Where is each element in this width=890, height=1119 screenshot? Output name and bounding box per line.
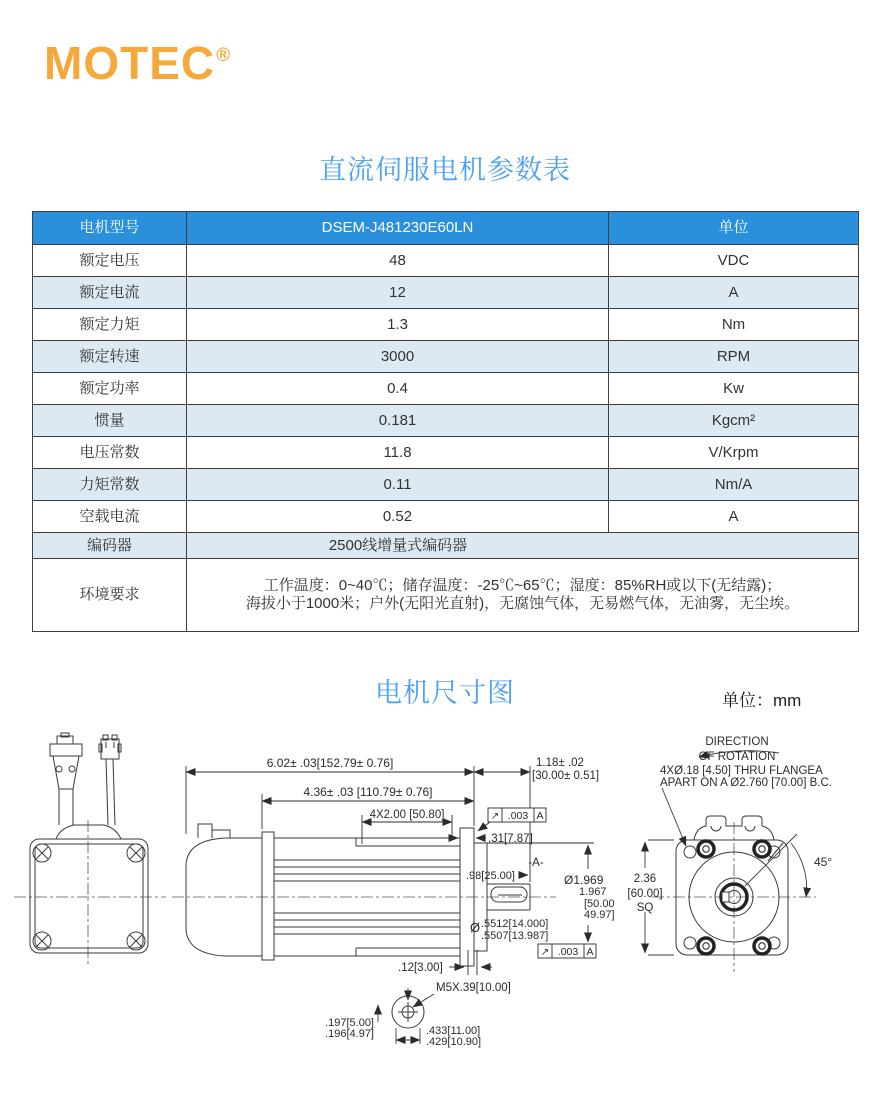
dim-angle: 45° <box>814 855 833 869</box>
dim-pilot-dia-mm: [50.00 <box>584 898 615 910</box>
row-value: 11.8 <box>187 437 609 469</box>
row-value: 3000 <box>187 341 609 373</box>
runout-symbol: ↗ <box>490 811 500 822</box>
row-param: 环境要求 <box>33 559 187 632</box>
flange-holes-note: APART ON A Ø2.760 [70.00] B.C. <box>660 777 832 789</box>
spec-table <box>32 211 859 632</box>
screw-icon <box>33 844 51 862</box>
screw-icon <box>33 932 51 950</box>
runout-tolerance: .003 <box>557 946 579 958</box>
table-row <box>33 277 859 309</box>
shaft-end-view <box>378 988 424 1044</box>
side-view-dimensions <box>186 766 596 1007</box>
dim-square-sq: SQ <box>636 902 654 914</box>
dim-square-mm: [60.00] <box>627 888 663 900</box>
row-unit: A <box>609 501 859 533</box>
terminal-dome <box>56 825 121 839</box>
table-row <box>33 501 859 533</box>
dim-key-depth: .433[11.00] <box>426 1025 481 1037</box>
runout-datum: A <box>536 810 544 822</box>
dim-key-width: .196[4.97] <box>325 1028 374 1040</box>
row-value: 0.11 <box>187 469 609 501</box>
row-value: 0.52 <box>187 501 609 533</box>
rear-view <box>14 733 166 966</box>
encoder-value-cell <box>187 533 859 559</box>
row-unit: Kgcm² <box>609 405 859 437</box>
row-param: 力矩常数 <box>33 469 187 501</box>
table-row <box>33 469 859 501</box>
drawing-unit-label: 单位：mm <box>722 691 802 710</box>
encoder-value: 2500线增量式编码器 <box>328 536 468 554</box>
power-connector <box>50 733 82 825</box>
header-unit: 单位 <box>609 212 859 245</box>
dim-key-depth: .429[10.90] <box>426 1036 482 1048</box>
table-row <box>33 341 859 373</box>
encoder-row <box>33 533 859 559</box>
row-value: 12 <box>187 277 609 309</box>
keyway-notch <box>722 892 729 902</box>
dim-tap: M5X.39[10.00] <box>436 982 511 994</box>
dimension-drawing <box>0 700 890 1119</box>
dim-pilot-dia: 1.967 <box>579 886 607 898</box>
table-row <box>33 405 859 437</box>
motec-logo <box>44 37 232 89</box>
row-param: 额定力矩 <box>33 309 187 341</box>
rotation-label: DIRECTION <box>705 736 769 748</box>
motor-body-inner <box>35 844 143 948</box>
row-unit: VDC <box>609 245 859 277</box>
encoder-connector <box>99 735 121 825</box>
brand-text: MOTEC <box>44 37 216 89</box>
dim-pilot-dia-mm: 49.97] <box>584 909 615 921</box>
row-param: 空载电流 <box>33 501 187 533</box>
environment-value-cell <box>187 559 859 632</box>
dim-body-length: 4.36± .03 [110.79± 0.76] <box>303 785 433 799</box>
table-row <box>33 373 859 405</box>
row-unit: V/Krpm <box>609 437 859 469</box>
dim-shaft-dia: .5512[14.000] <box>481 918 549 930</box>
runout-tolerance: .003 <box>507 810 529 822</box>
runout-datum: A <box>586 946 594 958</box>
row-param: 额定转速 <box>33 341 187 373</box>
row-param: 额定电流 <box>33 277 187 309</box>
row-value: 0.4 <box>187 373 609 405</box>
table-row <box>33 437 859 469</box>
screw-icon <box>127 844 145 862</box>
registered-mark: ® <box>216 45 232 66</box>
spec-table-title: 直流伺服电机参数表 <box>319 155 571 185</box>
dim-key-width: .197[5.00] <box>325 1017 374 1029</box>
screw-icon <box>127 932 145 950</box>
spec-header-row <box>33 212 859 245</box>
diameter-symbol: Ø <box>470 920 481 935</box>
runout-symbol: ↗ <box>540 947 550 958</box>
environment-line1: 工作温度：0~40℃；储存温度：-25℃~65℃；湿度：85%RH或以下(无结露)； <box>263 577 782 594</box>
dim-pilot-dia: Ø1.969 <box>564 873 604 887</box>
dim-fin-pitch: 4X2.00 [50.80] <box>369 809 445 821</box>
flange-hole <box>684 937 696 949</box>
row-unit: A <box>609 277 859 309</box>
dim-shaft-ext: 1.18± .02 <box>536 757 584 769</box>
row-value: 1.3 <box>187 309 609 341</box>
environment-row <box>33 559 859 632</box>
dim-total-length: 6.02± .03[152.79± 0.76] <box>266 756 394 770</box>
side-view <box>172 824 556 966</box>
flange-hole <box>684 846 696 858</box>
row-unit: Nm <box>609 309 859 341</box>
row-unit: Kw <box>609 373 859 405</box>
dim-shaft-length: .98[25.00] <box>466 870 515 882</box>
row-param: 编码器 <box>33 533 187 559</box>
drawing-title: 电机尺寸图 <box>375 678 515 708</box>
row-unit: RPM <box>609 341 859 373</box>
header-model: DSEM-J481230E60LN <box>187 212 609 245</box>
dim-shaft-ext-mm: [30.00± 0.51] <box>532 770 600 782</box>
dim-plate-thick: .12[3.00] <box>398 962 443 974</box>
dim-square: 2.36 <box>633 873 657 885</box>
row-param: 电压常数 <box>33 437 187 469</box>
dim-shaft-dia: .5507[13.987] <box>481 930 549 942</box>
row-value: 48 <box>187 245 609 277</box>
dim-flange-thick: .31[7.87] <box>488 833 533 845</box>
row-param: 惯量 <box>33 405 187 437</box>
row-param: 额定功率 <box>33 373 187 405</box>
flange-holes-note: 4XØ.18 [4.50] THRU FLANGEA <box>660 765 823 777</box>
header-param: 电机型号 <box>33 212 187 245</box>
row-param: 额定电压 <box>33 245 187 277</box>
table-row <box>33 245 859 277</box>
row-unit: Nm/A <box>609 469 859 501</box>
row-value: 0.181 <box>187 405 609 437</box>
rotation-label: OF ROTATION <box>698 751 776 763</box>
datum-a-label: -A- <box>528 857 544 869</box>
rear-flange-ring <box>262 832 274 960</box>
table-row <box>33 309 859 341</box>
rear-cap-bump <box>198 824 230 838</box>
environment-line2: 海拔小于1000米；户外(无阳光直射)，无腐蚀气体，无易燃气体，无油雾，无尘埃。 <box>245 595 800 612</box>
